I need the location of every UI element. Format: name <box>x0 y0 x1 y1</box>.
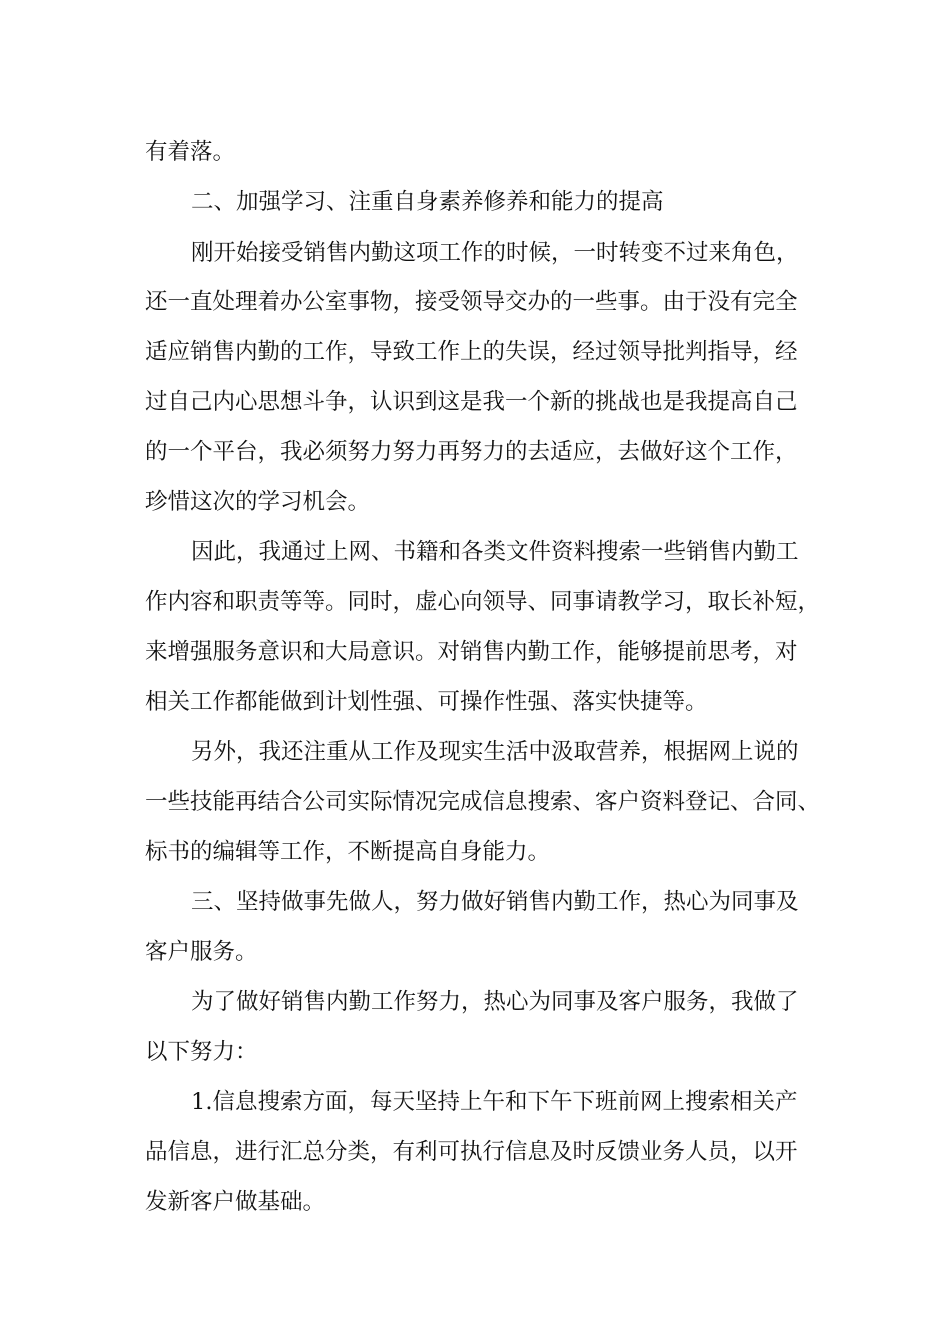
text-line: 过自己内心思想斗争，认识到这是我一个新的挑战也是我提高自己 <box>145 389 798 415</box>
text-line: 还一直处理着办公室事物，接受领导交办的一些事。由于没有完全 <box>145 289 798 315</box>
text-line: 一些技能再结合公司实际情况完成信息搜索、客户资料登记、合同、 <box>145 789 821 815</box>
text-line: 有着落。 <box>145 139 236 165</box>
text-line: 因此，我通过上网、书籍和各类文件资料搜索一些销售内勤工 <box>191 539 799 565</box>
list-item-line: 1.信息搜索方面，每天坚持上午和下午下班前网上搜索相关产 <box>191 1089 798 1115</box>
text-line: 为了做好销售内勤工作努力，热心为同事及客户服务，我做了 <box>191 989 799 1015</box>
text-line: 客户服务。 <box>145 939 258 965</box>
section-heading: 二、加强学习、注重自身素养修养和能力的提高 <box>191 189 664 215</box>
text-line: 标书的编辑等工作，不断提高自身能力。 <box>145 839 551 865</box>
section-heading: 三、坚持做事先做人，努力做好销售内勤工作，热心为同事及 <box>191 889 799 915</box>
text-line: 发新客户做基础。 <box>145 1189 326 1215</box>
text-line: 来增强服务意识和大局意识。对销售内勤工作，能够提前思考，对 <box>145 639 798 665</box>
text-line: 以下努力： <box>145 1039 258 1065</box>
text-line: 相关工作都能做到计划性强、可操作性强、落实快捷等。 <box>145 689 708 715</box>
text-line: 刚开始接受销售内勤这项工作的时候，一时转变不过来角色， <box>191 240 799 266</box>
text-line: 另外，我还注重从工作及现实生活中汲取营养，根据网上说的 <box>191 739 799 765</box>
text-line: 的一个平台，我必须努力努力再努力的去适应，去做好这个工作， <box>145 439 798 465</box>
text-line: 适应销售内勤的工作，导致工作上的失误，经过领导批判指导，经 <box>145 339 798 365</box>
text-line: 品信息，进行汇总分类，有利可执行信息及时反馈业务人员，以开 <box>145 1139 798 1165</box>
text-line: 珍惜这次的学习机会。 <box>145 489 371 515</box>
text-line: 作内容和职责等等。同时，虚心向领导、同事请教学习，取长补短， <box>145 589 821 615</box>
